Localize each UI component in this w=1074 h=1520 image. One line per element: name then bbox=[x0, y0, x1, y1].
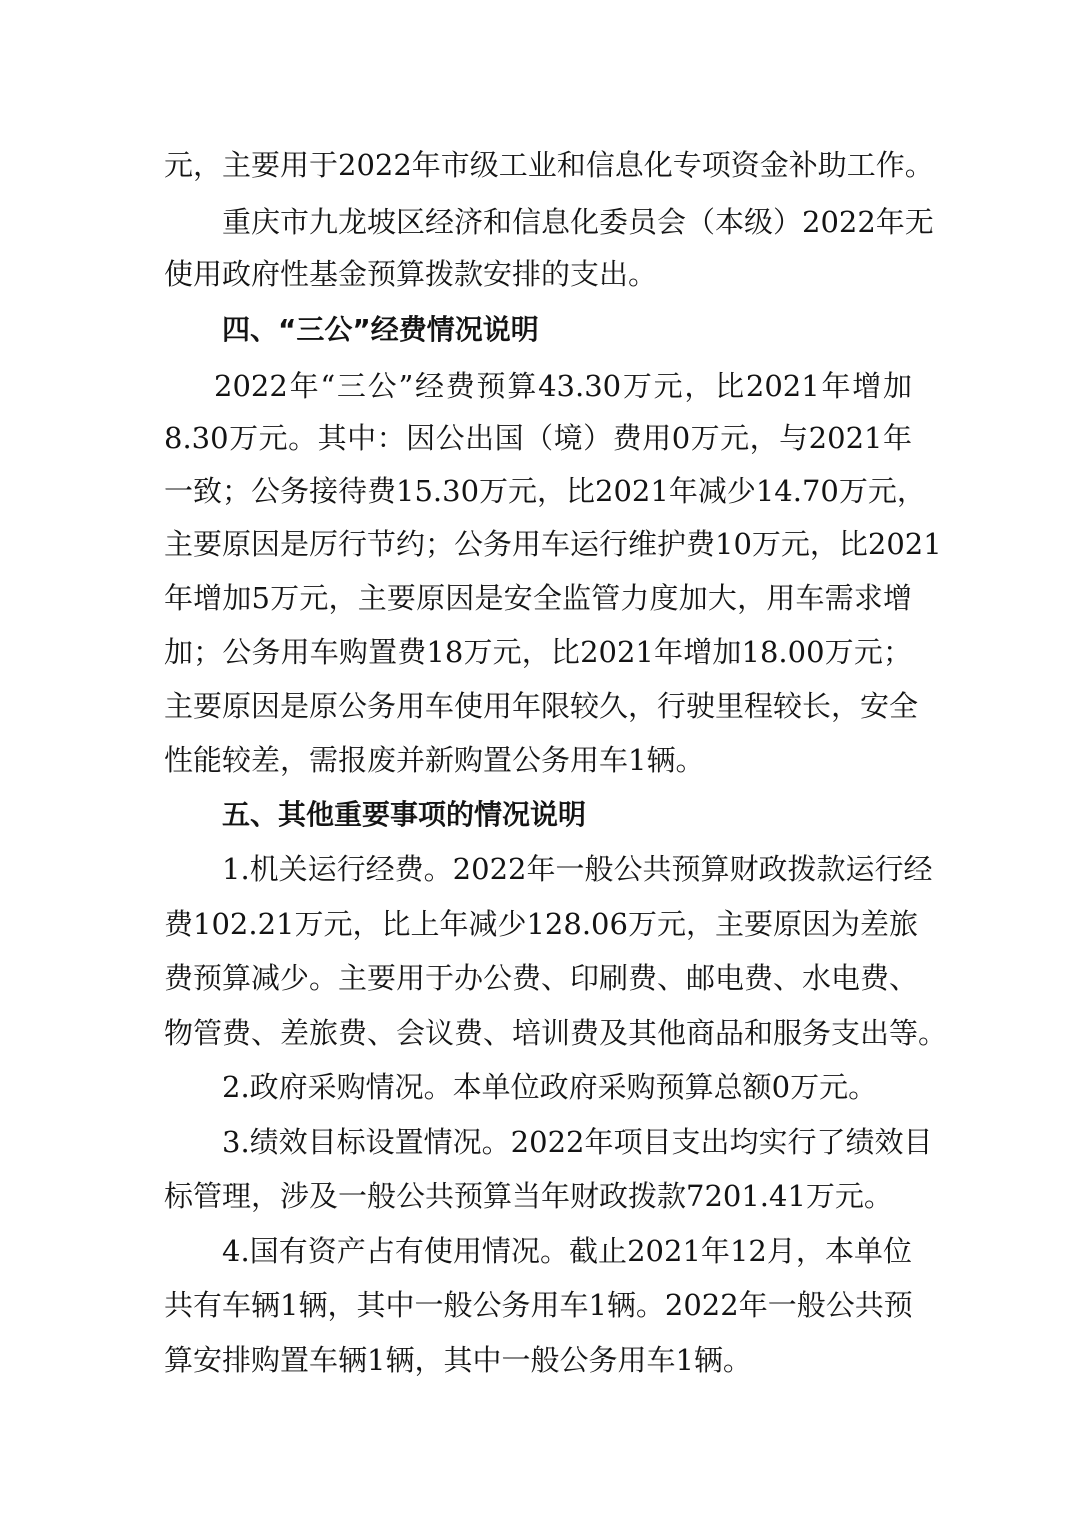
paragraph-line: 8.30万元。其中：因公出国（境）费用0万元，与2021年 bbox=[164, 421, 912, 455]
paragraph-line: 主要原因是原公务用车使用年限较久，行驶里程较长，安全 bbox=[164, 689, 919, 723]
paragraph-line: 使用政府性基金预算拨款安排的支出。 bbox=[164, 257, 658, 291]
paragraph-line: 加；公务用车购置费18万元，比2021年增加18.00万元； bbox=[164, 635, 912, 669]
paragraph-line: 年增加5万元，主要原因是安全监管力度加大，用车需求增 bbox=[164, 581, 912, 615]
paragraph-line: 费预算减少。主要用于办公费、印刷费、邮电费、水电费、 bbox=[164, 961, 919, 995]
paragraph-line: 1.机关运行经费。2022年一般公共预算财政拨款运行经 bbox=[222, 852, 933, 886]
paragraph-line: 重庆市九龙坡区经济和信息化委员会（本级）2022年无 bbox=[222, 205, 934, 239]
section-heading: 四、“三公”经费情况说明 bbox=[222, 313, 539, 346]
paragraph-line: 元，主要用于2022年市级工业和信息化专项资金补助工作。 bbox=[164, 148, 934, 182]
paragraph-line: 物管费、差旅费、会议费、培训费及其他商品和服务支出等。 bbox=[164, 1016, 948, 1050]
paragraph-line: 4.国有资产占有使用情况。截止2021年12月，本单位 bbox=[222, 1234, 912, 1268]
section-heading: 五、其他重要事项的情况说明 bbox=[222, 798, 587, 831]
paragraph-line: 费102.21万元，比上年减少128.06万元，主要原因为差旅 bbox=[164, 907, 918, 941]
paragraph-line: 标管理，涉及一般公共预算当年财政拨款7201.41万元。 bbox=[164, 1179, 893, 1213]
paragraph-line: 一致；公务接待费15.30万元，比2021年减少14.70万元， bbox=[164, 474, 926, 508]
paragraph-line: 3.绩效目标设置情况。2022年项目支出均实行了绩效目 bbox=[222, 1125, 933, 1159]
paragraph-line: 算安排购置车辆1辆，其中一般公务用车1辆。 bbox=[164, 1343, 752, 1377]
paragraph-line: 2.政府采购情况。本单位政府采购预算总额0万元。 bbox=[222, 1070, 878, 1104]
paragraph-line: 性能较差，需报废并新购置公务用车1辆。 bbox=[164, 743, 705, 777]
paragraph-line: 共有车辆1辆，其中一般公务用车1辆。2022年一般公共预 bbox=[164, 1288, 913, 1322]
paragraph-line: 2022年“三公”经费预算43.30万元，比2021年增加 bbox=[214, 369, 912, 403]
paragraph-line: 主要原因是厉行节约；公务用车运行维护费10万元，比2021 bbox=[164, 527, 942, 561]
